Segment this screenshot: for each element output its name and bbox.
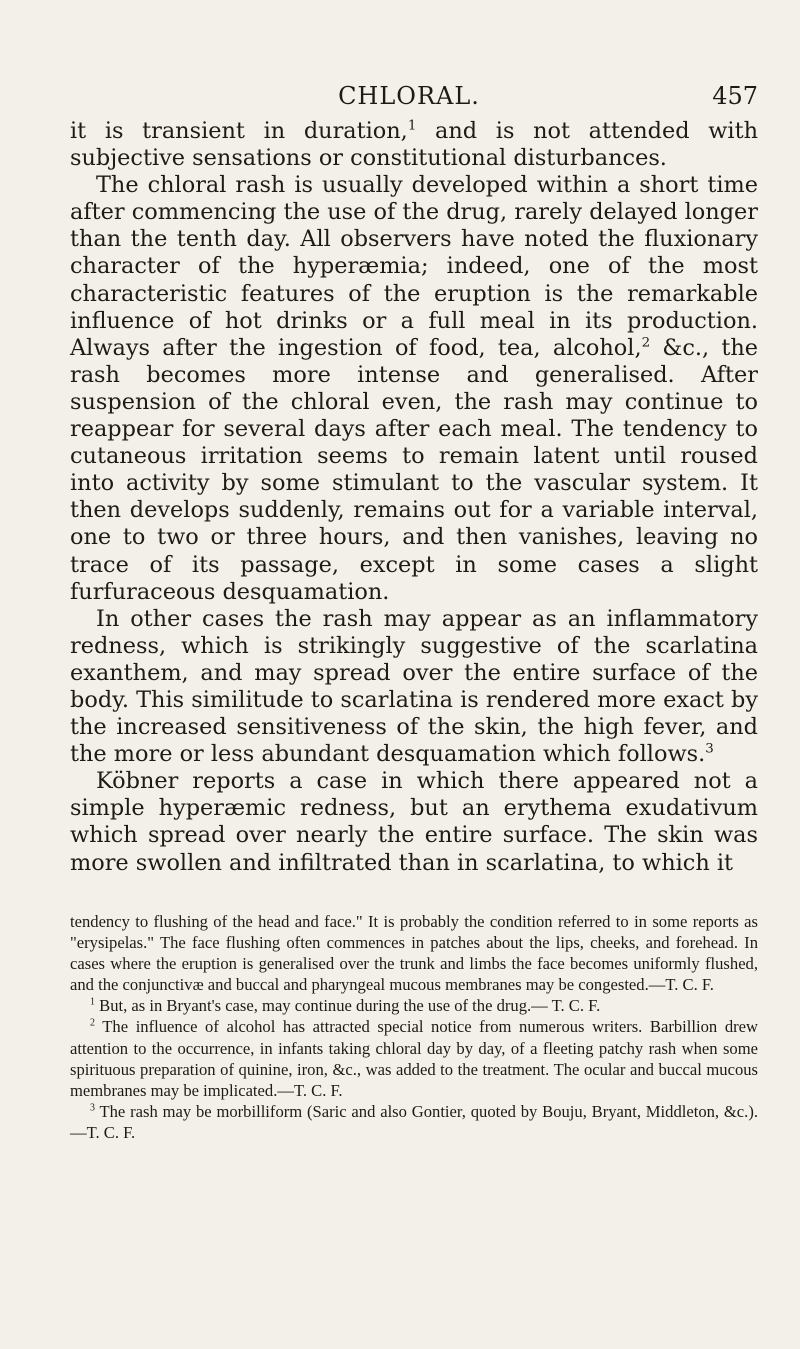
body-text — [70, 118, 758, 877]
paragraph-1 — [70, 118, 758, 172]
footnote-ref-3: 3 — [705, 741, 714, 757]
paragraph-2-text: The chloral rash is usually developed within a short time after commencing the use of the drug, rarely delayed longer than the tenth day. All observers have noted the fluxionary character of the hyperæmia; indeed, one of the most characteristic features of the eruption is the remarkable influence of hot drinks or a full meal in its production. Always after the ingestion of food, tea, alcohol, — [70, 172, 758, 361]
footnote-1-text: But, as in Bryant's case, may continue during the use of the drug.— T. C. F. — [94, 996, 601, 1016]
footnote-3-text: The rash may be morbilliform (Saric and also Gontier, quoted by Bouju, Bryant, Middleton, &c.).—T. C. F. — [70, 1101, 758, 1142]
paragraph-3-text: In other cases the rash may appear as an inflammatory redness, which is strikingly suggestive of the scarlatina exanthem, and may spread over the entire surface of the body. This similitude to scarlatina is rendered more exact by the increased sensitiveness of the skin, the high fever, and the more or less abundant desquamation which follows. — [70, 605, 758, 768]
footnote-ref-1: 1 — [407, 118, 417, 134]
footnote-continued: tendency to flushing of the head and face." It is probably the condition referred to in some reports as "erysipelas." The face flushing often commences in patches about the lips, cheeks, and forehead. In cases where the eruption is generalised over the trunk and limbs the face becomes uniformly flushed, and the conjunctivæ and buccal and pharyngeal mucous membranes may be congested.—T. C. F. — [70, 912, 758, 995]
running-title: CHLORAL. — [338, 82, 480, 110]
footnote-2-mark: 2 — [90, 1017, 95, 1029]
page-header — [70, 82, 758, 112]
paragraph-4-text: Köbner reports a case in which there appeared not a simple hyperæmic redness, but an erythema exudativum which spread over nearly the entire surface. The skin was more swollen and infiltrated than in scarlatina, to which it — [70, 768, 758, 876]
paragraph-3 — [70, 606, 758, 769]
footnote-1 — [70, 995, 758, 1016]
paragraph-2 — [70, 172, 758, 606]
footnote-3 — [70, 1101, 758, 1143]
footnote-ref-2: 2 — [641, 335, 651, 351]
footnote-2 — [70, 1016, 758, 1100]
paragraph-1-text: it is transient in duration, — [70, 118, 408, 144]
paragraph-1-text-cont: and is not attended with subjective sensations or constitutional disturbances. — [70, 118, 759, 172]
footnote-1-mark: 1 — [90, 996, 95, 1008]
footnotes — [70, 911, 758, 1143]
paragraph-4 — [70, 768, 758, 876]
footnote-3-mark: 3 — [90, 1102, 95, 1114]
paragraph-2-text-cont: &c., the rash becomes more intense and generalised. After suspension of the chloral even, the rash may continue to reappear for several days after each meal. The tendency to cutaneous irritation seems to remain latent until roused into activity by some stimulant to the vascular system. It then develops suddenly, remains out for a variable interval, one to two or three hours, and then vanishes, leaving no trace of its passage, except in some cases a slight furfuraceous desquamation. — [70, 334, 759, 605]
footnote-2-text: The influence of alcohol has attracted special notice from numerous writers. Barbillion drew attention to the occurrence, in infants taking chloral day by day, of a fleeting patchy rash when some spirituous preparation of quinine, iron, &c., was added to the treatment. The ocular and buccal mucous membranes may be implicated.—T. C. F. — [70, 1017, 758, 1100]
page-number: 457 — [712, 82, 758, 110]
